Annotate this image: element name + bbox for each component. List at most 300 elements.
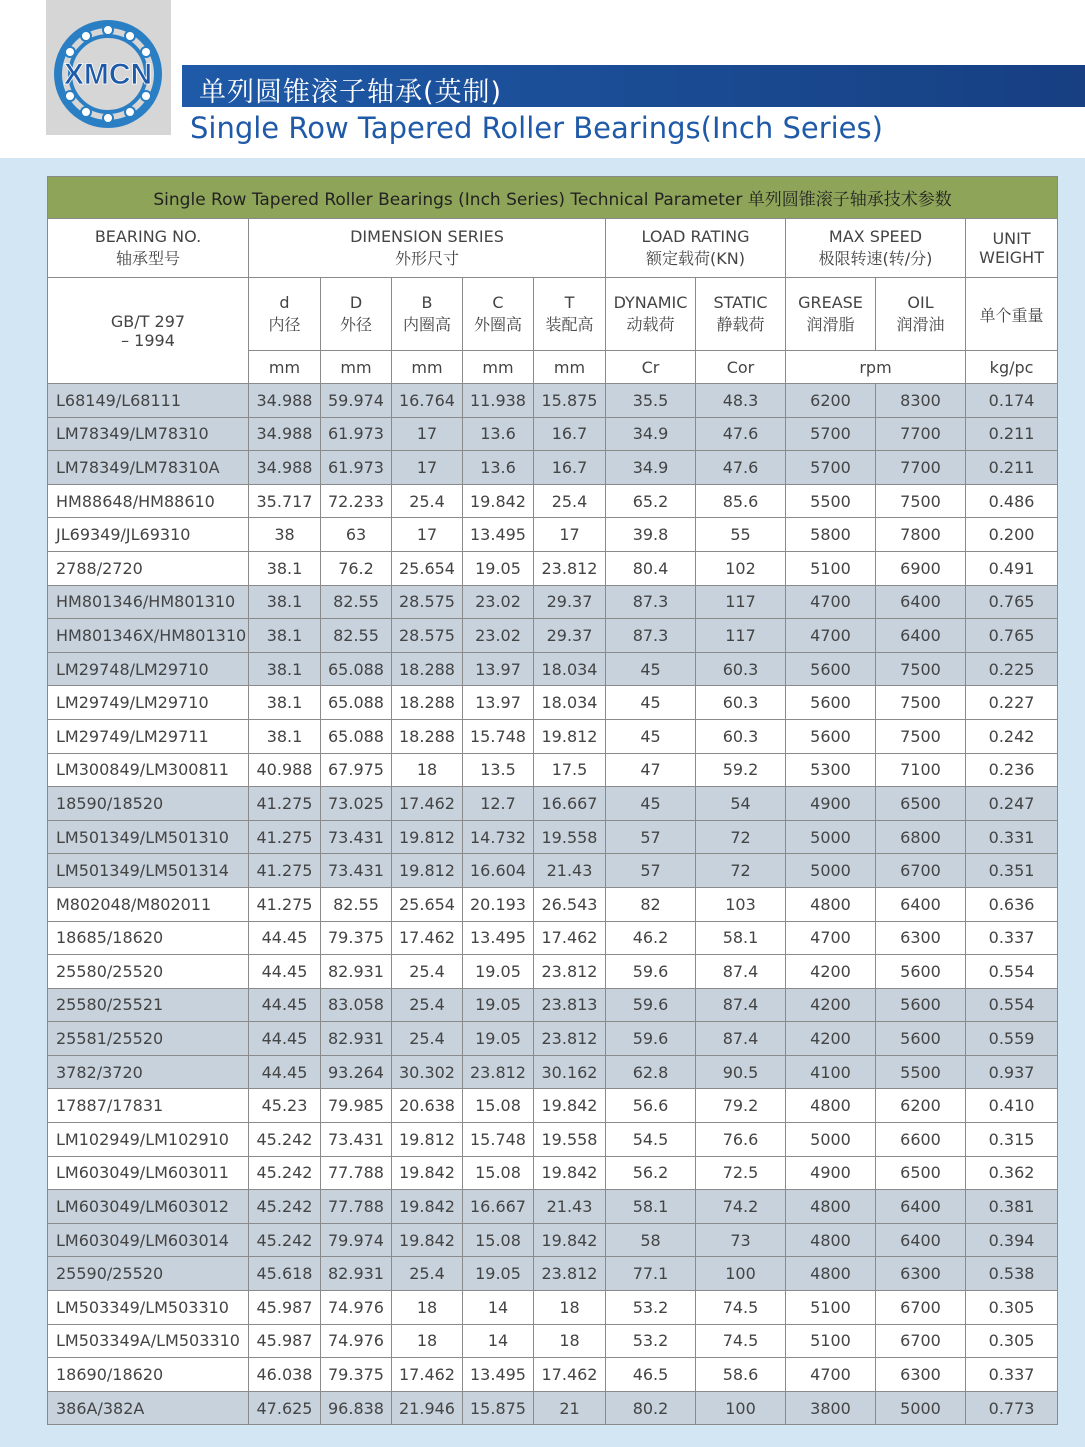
cell-D: 82.931: [321, 1022, 392, 1056]
table-row: [48, 652, 1058, 686]
page-title-cn: 单列圆锥滚子轴承(英制): [199, 77, 503, 108]
cell-B: 28.575: [392, 585, 463, 619]
cell-dynamic: 87.3: [606, 619, 696, 653]
cell-T: 21.43: [534, 854, 606, 888]
cell-B: 17: [392, 417, 463, 451]
cell-d: 34.988: [249, 384, 321, 418]
cell-grease: 4700: [786, 921, 876, 955]
col-D: [321, 278, 392, 351]
cell-static: 54: [696, 787, 786, 821]
cell-weight: 0.242: [966, 719, 1058, 753]
cell-oil: 7500: [876, 484, 966, 518]
cell-d: 45.987: [249, 1324, 321, 1358]
cell-d: 41.275: [249, 820, 321, 854]
cell-T: 23.813: [534, 988, 606, 1022]
cell-d: 45.242: [249, 1190, 321, 1224]
cell-D: 74.976: [321, 1324, 392, 1358]
cell-C: 15.748: [463, 1123, 534, 1157]
cell-C: 14: [463, 1324, 534, 1358]
table-row: [48, 551, 1058, 585]
cell-static: 74.5: [696, 1291, 786, 1325]
table-row: [48, 719, 1058, 753]
cell-oil: 6300: [876, 1358, 966, 1392]
cell-C: 13.6: [463, 451, 534, 485]
cell-D: 61.973: [321, 451, 392, 485]
cell-d: 45.242: [249, 1156, 321, 1190]
cell-weight: 0.305: [966, 1291, 1058, 1325]
cell-C: 23.812: [463, 1055, 534, 1089]
col-D-cn: 外径: [339, 315, 372, 334]
table-caption: Single Row Tapered Roller Bearings (Inch Series) Technical Parameter 单列圆锥滚子轴承技术参数: [48, 177, 1058, 219]
cell-oil: 8300: [876, 384, 966, 418]
cell-d: 40.988: [249, 753, 321, 787]
cell-grease: 5000: [786, 854, 876, 888]
cell-grease: 5600: [786, 652, 876, 686]
cell-d: 44.45: [249, 955, 321, 989]
col-C-en: C: [492, 293, 504, 312]
cell-grease: 4900: [786, 1156, 876, 1190]
header-bearing-no-cn: 轴承型号: [115, 249, 180, 268]
col-static-en: STATIC: [713, 293, 768, 312]
cell-oil: 6300: [876, 1257, 966, 1291]
cell-d: 38.1: [249, 719, 321, 753]
cell-dynamic: 87.3: [606, 585, 696, 619]
cell-weight: 0.225: [966, 652, 1058, 686]
cell-D: 79.985: [321, 1089, 392, 1123]
cell-C: 15.875: [463, 1391, 534, 1425]
header-bearing-no: [48, 219, 249, 278]
cell-static: 102: [696, 551, 786, 585]
cell-dynamic: 57: [606, 820, 696, 854]
cell-oil: 5000: [876, 1391, 966, 1425]
cell-bearing-no: 18690/18620: [48, 1358, 249, 1392]
cell-grease: 5300: [786, 753, 876, 787]
cell-dynamic: 59.6: [606, 955, 696, 989]
cell-dynamic: 45: [606, 787, 696, 821]
unit-T: mm: [534, 351, 606, 384]
col-weight: 单个重量: [966, 278, 1058, 351]
cell-d: 45.242: [249, 1223, 321, 1257]
table-row: [48, 484, 1058, 518]
cell-D: 82.55: [321, 887, 392, 921]
cell-T: 30.162: [534, 1055, 606, 1089]
unit-cor: Cor: [696, 351, 786, 384]
cell-weight: 0.305: [966, 1324, 1058, 1358]
cell-bearing-no: 386A/382A: [48, 1391, 249, 1425]
col-C: [463, 278, 534, 351]
cell-D: 82.931: [321, 1257, 392, 1291]
cell-C: 19.05: [463, 1022, 534, 1056]
cell-weight: 0.174: [966, 384, 1058, 418]
cell-B: 17.462: [392, 787, 463, 821]
cell-B: 18: [392, 1324, 463, 1358]
cell-B: 19.842: [392, 1190, 463, 1224]
cell-dynamic: 57: [606, 854, 696, 888]
cell-dynamic: 45: [606, 652, 696, 686]
cell-B: 18.288: [392, 719, 463, 753]
cell-grease: 4800: [786, 1223, 876, 1257]
header-speed-en: MAX SPEED: [828, 227, 923, 246]
cell-oil: 6700: [876, 1291, 966, 1325]
cell-dynamic: 46.2: [606, 921, 696, 955]
table-row: [48, 1358, 1058, 1392]
col-T-cn: 装配高: [545, 315, 594, 334]
cell-bearing-no: LM300849/LM300811: [48, 753, 249, 787]
table-row: [48, 887, 1058, 921]
cell-C: 20.193: [463, 887, 534, 921]
cell-T: 17.462: [534, 1358, 606, 1392]
cell-C: 13.495: [463, 1358, 534, 1392]
table-row: [48, 585, 1058, 619]
table-row: [48, 787, 1058, 821]
cell-grease: 4200: [786, 1022, 876, 1056]
header-load-rating: [606, 219, 786, 278]
cell-C: 11.938: [463, 384, 534, 418]
cell-T: 19.842: [534, 1156, 606, 1190]
cell-oil: 6900: [876, 551, 966, 585]
cell-B: 19.812: [392, 820, 463, 854]
cell-static: 103: [696, 887, 786, 921]
cell-T: 19.558: [534, 1123, 606, 1157]
table-row: [48, 1257, 1058, 1291]
cell-static: 47.6: [696, 417, 786, 451]
cell-static: 90.5: [696, 1055, 786, 1089]
cell-grease: 4700: [786, 585, 876, 619]
cell-T: 15.875: [534, 384, 606, 418]
cell-oil: 6800: [876, 820, 966, 854]
cell-weight: 0.200: [966, 518, 1058, 552]
cell-B: 30.302: [392, 1055, 463, 1089]
cell-C: 15.748: [463, 719, 534, 753]
cell-d: 34.988: [249, 417, 321, 451]
cell-bearing-no: 25580/25520: [48, 955, 249, 989]
cell-dynamic: 46.5: [606, 1358, 696, 1392]
col-dynamic-en: DYNAMIC: [613, 293, 688, 312]
unit-d: mm: [249, 351, 321, 384]
cell-D: 79.974: [321, 1223, 392, 1257]
table-row: [48, 451, 1058, 485]
spec-table: [47, 176, 1058, 1425]
cell-T: 17.462: [534, 921, 606, 955]
page-title-en: Single Row Tapered Roller Bearings(Inch Series): [190, 111, 883, 145]
cell-T: 18: [534, 1324, 606, 1358]
cell-oil: 6600: [876, 1123, 966, 1157]
cell-d: 34.988: [249, 451, 321, 485]
cell-d: 45.987: [249, 1291, 321, 1325]
cell-B: 19.812: [392, 1123, 463, 1157]
standard-line2: – 1994: [121, 330, 175, 350]
cell-D: 77.788: [321, 1190, 392, 1224]
cell-weight: 0.227: [966, 686, 1058, 720]
cell-dynamic: 56.6: [606, 1089, 696, 1123]
table-row: [48, 1291, 1058, 1325]
cell-d: 41.275: [249, 787, 321, 821]
cell-C: 23.02: [463, 585, 534, 619]
cell-C: 19.05: [463, 1257, 534, 1291]
cell-static: 73: [696, 1223, 786, 1257]
cell-D: 59.974: [321, 384, 392, 418]
cell-oil: 7800: [876, 518, 966, 552]
col-D-en: D: [349, 293, 363, 312]
table-row: [48, 384, 1058, 418]
cell-grease: 4800: [786, 1257, 876, 1291]
col-B-cn: 内圈高: [402, 315, 451, 334]
cell-D: 61.973: [321, 417, 392, 451]
cell-weight: 0.211: [966, 417, 1058, 451]
header-dimension: [249, 219, 606, 278]
cell-static: 60.3: [696, 719, 786, 753]
table-row: [48, 820, 1058, 854]
cell-static: 47.6: [696, 451, 786, 485]
cell-static: 74.2: [696, 1190, 786, 1224]
cell-grease: 5600: [786, 686, 876, 720]
cell-C: 19.05: [463, 988, 534, 1022]
cell-bearing-no: LM29749/LM29710: [48, 686, 249, 720]
cell-static: 117: [696, 585, 786, 619]
cell-dynamic: 47: [606, 753, 696, 787]
cell-static: 59.2: [696, 753, 786, 787]
cell-bearing-no: LM501349/LM501310: [48, 820, 249, 854]
cell-D: 63: [321, 518, 392, 552]
cell-weight: 0.337: [966, 921, 1058, 955]
cell-bearing-no: LM503349A/LM503310: [48, 1324, 249, 1358]
cell-D: 82.55: [321, 585, 392, 619]
cell-T: 26.543: [534, 887, 606, 921]
cell-D: 79.375: [321, 1358, 392, 1392]
cell-C: 14.732: [463, 820, 534, 854]
table-row: [48, 1055, 1058, 1089]
cell-d: 38.1: [249, 551, 321, 585]
cell-T: 23.812: [534, 1022, 606, 1056]
cell-B: 25.4: [392, 1257, 463, 1291]
cell-D: 73.025: [321, 787, 392, 821]
cell-weight: 0.636: [966, 887, 1058, 921]
cell-B: 17.462: [392, 1358, 463, 1392]
unit-rpm: rpm: [786, 351, 966, 384]
header-max-speed: [786, 219, 966, 278]
cell-B: 25.654: [392, 551, 463, 585]
cell-grease: 4800: [786, 887, 876, 921]
cell-bearing-no: 18685/18620: [48, 921, 249, 955]
cell-oil: 5600: [876, 955, 966, 989]
cell-static: 58.1: [696, 921, 786, 955]
cell-T: 19.842: [534, 1223, 606, 1257]
cell-T: 18: [534, 1291, 606, 1325]
cell-dynamic: 59.6: [606, 1022, 696, 1056]
cell-static: 79.2: [696, 1089, 786, 1123]
cell-D: 73.431: [321, 854, 392, 888]
standard-line1: GB/T 297: [110, 311, 186, 331]
cell-weight: 0.247: [966, 787, 1058, 821]
cell-dynamic: 39.8: [606, 518, 696, 552]
cell-oil: 5600: [876, 1022, 966, 1056]
cell-weight: 0.381: [966, 1190, 1058, 1224]
cell-static: 85.6: [696, 484, 786, 518]
cell-oil: 6500: [876, 1156, 966, 1190]
col-oil: [876, 278, 966, 351]
cell-grease: 5100: [786, 551, 876, 585]
cell-dynamic: 53.2: [606, 1291, 696, 1325]
cell-T: 16.7: [534, 451, 606, 485]
cell-B: 21.946: [392, 1391, 463, 1425]
cell-d: 35.717: [249, 484, 321, 518]
cell-C: 14: [463, 1291, 534, 1325]
cell-d: 44.45: [249, 988, 321, 1022]
col-grease-en: GREASE: [798, 293, 863, 312]
table-row: [48, 921, 1058, 955]
cell-B: 25.654: [392, 887, 463, 921]
cell-grease: 4900: [786, 787, 876, 821]
cell-T: 23.812: [534, 1257, 606, 1291]
cell-D: 93.264: [321, 1055, 392, 1089]
cell-D: 82.931: [321, 955, 392, 989]
cell-T: 23.812: [534, 551, 606, 585]
table-row: [48, 988, 1058, 1022]
cell-T: 16.667: [534, 787, 606, 821]
cell-C: 16.667: [463, 1190, 534, 1224]
table-row: [48, 518, 1058, 552]
cell-C: 13.97: [463, 652, 534, 686]
cell-dynamic: 45: [606, 719, 696, 753]
cell-C: 15.08: [463, 1156, 534, 1190]
cell-dynamic: 56.2: [606, 1156, 696, 1190]
header-bearing-no-en: BEARING NO.: [94, 227, 202, 246]
table-row: [48, 1156, 1058, 1190]
cell-bearing-no: M802048/M802011: [48, 887, 249, 921]
header-load-cn: 额定载荷(KN): [646, 249, 745, 268]
cell-static: 76.6: [696, 1123, 786, 1157]
cell-bearing-no: HM88648/HM88610: [48, 484, 249, 518]
cell-bearing-no: 3782/3720: [48, 1055, 249, 1089]
col-oil-cn: 润滑油: [896, 315, 945, 334]
cell-weight: 0.773: [966, 1391, 1058, 1425]
cell-bearing-no: 25590/25520: [48, 1257, 249, 1291]
cell-D: 96.838: [321, 1391, 392, 1425]
cell-dynamic: 80.4: [606, 551, 696, 585]
cell-B: 18.288: [392, 652, 463, 686]
cell-bearing-no: 2788/2720: [48, 551, 249, 585]
cell-bearing-no: LM102949/LM102910: [48, 1123, 249, 1157]
cell-dynamic: 82: [606, 887, 696, 921]
cell-oil: 6400: [876, 619, 966, 653]
cell-grease: 5600: [786, 719, 876, 753]
cell-d: 38: [249, 518, 321, 552]
cell-D: 72.233: [321, 484, 392, 518]
cell-dynamic: 34.9: [606, 451, 696, 485]
cell-weight: 0.937: [966, 1055, 1058, 1089]
cell-C: 15.08: [463, 1223, 534, 1257]
cell-oil: 6400: [876, 887, 966, 921]
cell-d: 46.038: [249, 1358, 321, 1392]
cell-d: 38.1: [249, 652, 321, 686]
cell-B: 25.4: [392, 988, 463, 1022]
cell-D: 83.058: [321, 988, 392, 1022]
cell-bearing-no: LM501349/LM501314: [48, 854, 249, 888]
table-row: [48, 686, 1058, 720]
col-dynamic-cn: 动载荷: [626, 315, 675, 334]
cell-T: 16.7: [534, 417, 606, 451]
cell-d: 47.625: [249, 1391, 321, 1425]
cell-d: 41.275: [249, 854, 321, 888]
cell-T: 17: [534, 518, 606, 552]
table-row: [48, 417, 1058, 451]
cell-bearing-no: 17887/17831: [48, 1089, 249, 1123]
header-weight-en: WEIGHT: [979, 248, 1044, 267]
cell-d: 41.275: [249, 887, 321, 921]
cell-oil: 5500: [876, 1055, 966, 1089]
cell-grease: 4100: [786, 1055, 876, 1089]
cell-bearing-no: LM603049/LM603012: [48, 1190, 249, 1224]
cell-B: 17: [392, 518, 463, 552]
cell-grease: 5700: [786, 451, 876, 485]
cell-bearing-no: LM603049/LM603014: [48, 1223, 249, 1257]
cell-oil: 7500: [876, 686, 966, 720]
table-row: [48, 1190, 1058, 1224]
cell-bearing-no: LM29749/LM29711: [48, 719, 249, 753]
cell-weight: 0.765: [966, 619, 1058, 653]
cell-D: 65.088: [321, 652, 392, 686]
cell-grease: 5700: [786, 417, 876, 451]
cell-oil: 6700: [876, 854, 966, 888]
col-B: [392, 278, 463, 351]
cell-bearing-no: L68149/L68111: [48, 384, 249, 418]
cell-grease: 4200: [786, 988, 876, 1022]
cell-d: 44.45: [249, 1055, 321, 1089]
cell-weight: 0.554: [966, 955, 1058, 989]
cell-C: 16.604: [463, 854, 534, 888]
cell-grease: 6200: [786, 384, 876, 418]
table-row: [48, 955, 1058, 989]
header-standard: [48, 278, 249, 384]
table-row: [48, 1391, 1058, 1425]
cell-B: 28.575: [392, 619, 463, 653]
cell-static: 74.5: [696, 1324, 786, 1358]
cell-B: 18: [392, 753, 463, 787]
cell-B: 16.764: [392, 384, 463, 418]
cell-oil: 7700: [876, 417, 966, 451]
col-T: [534, 278, 606, 351]
cell-T: 25.4: [534, 484, 606, 518]
cell-static: 72: [696, 854, 786, 888]
cell-bearing-no: HM801346/HM801310: [48, 585, 249, 619]
cell-weight: 0.765: [966, 585, 1058, 619]
cell-grease: 5800: [786, 518, 876, 552]
cell-dynamic: 59.6: [606, 988, 696, 1022]
table-row: [48, 1123, 1058, 1157]
cell-C: 19.842: [463, 484, 534, 518]
cell-bearing-no: 18590/18520: [48, 787, 249, 821]
cell-T: 18.034: [534, 652, 606, 686]
cell-bearing-no: LM78349/LM78310A: [48, 451, 249, 485]
cell-weight: 0.351: [966, 854, 1058, 888]
cell-weight: 0.554: [966, 988, 1058, 1022]
cell-static: 58.6: [696, 1358, 786, 1392]
cell-d: 45.618: [249, 1257, 321, 1291]
cell-grease: 5000: [786, 1123, 876, 1157]
cell-dynamic: 58.1: [606, 1190, 696, 1224]
header-unit-en: UNIT: [992, 229, 1031, 248]
col-d-en: d: [279, 293, 290, 312]
bearing-logo-icon: [52, 18, 164, 130]
cell-B: 17.462: [392, 921, 463, 955]
cell-weight: 0.211: [966, 451, 1058, 485]
unit-B: mm: [392, 351, 463, 384]
cell-T: 29.37: [534, 619, 606, 653]
cell-dynamic: 53.2: [606, 1324, 696, 1358]
cell-D: 67.975: [321, 753, 392, 787]
table-row: [48, 1089, 1058, 1123]
cell-D: 82.55: [321, 619, 392, 653]
